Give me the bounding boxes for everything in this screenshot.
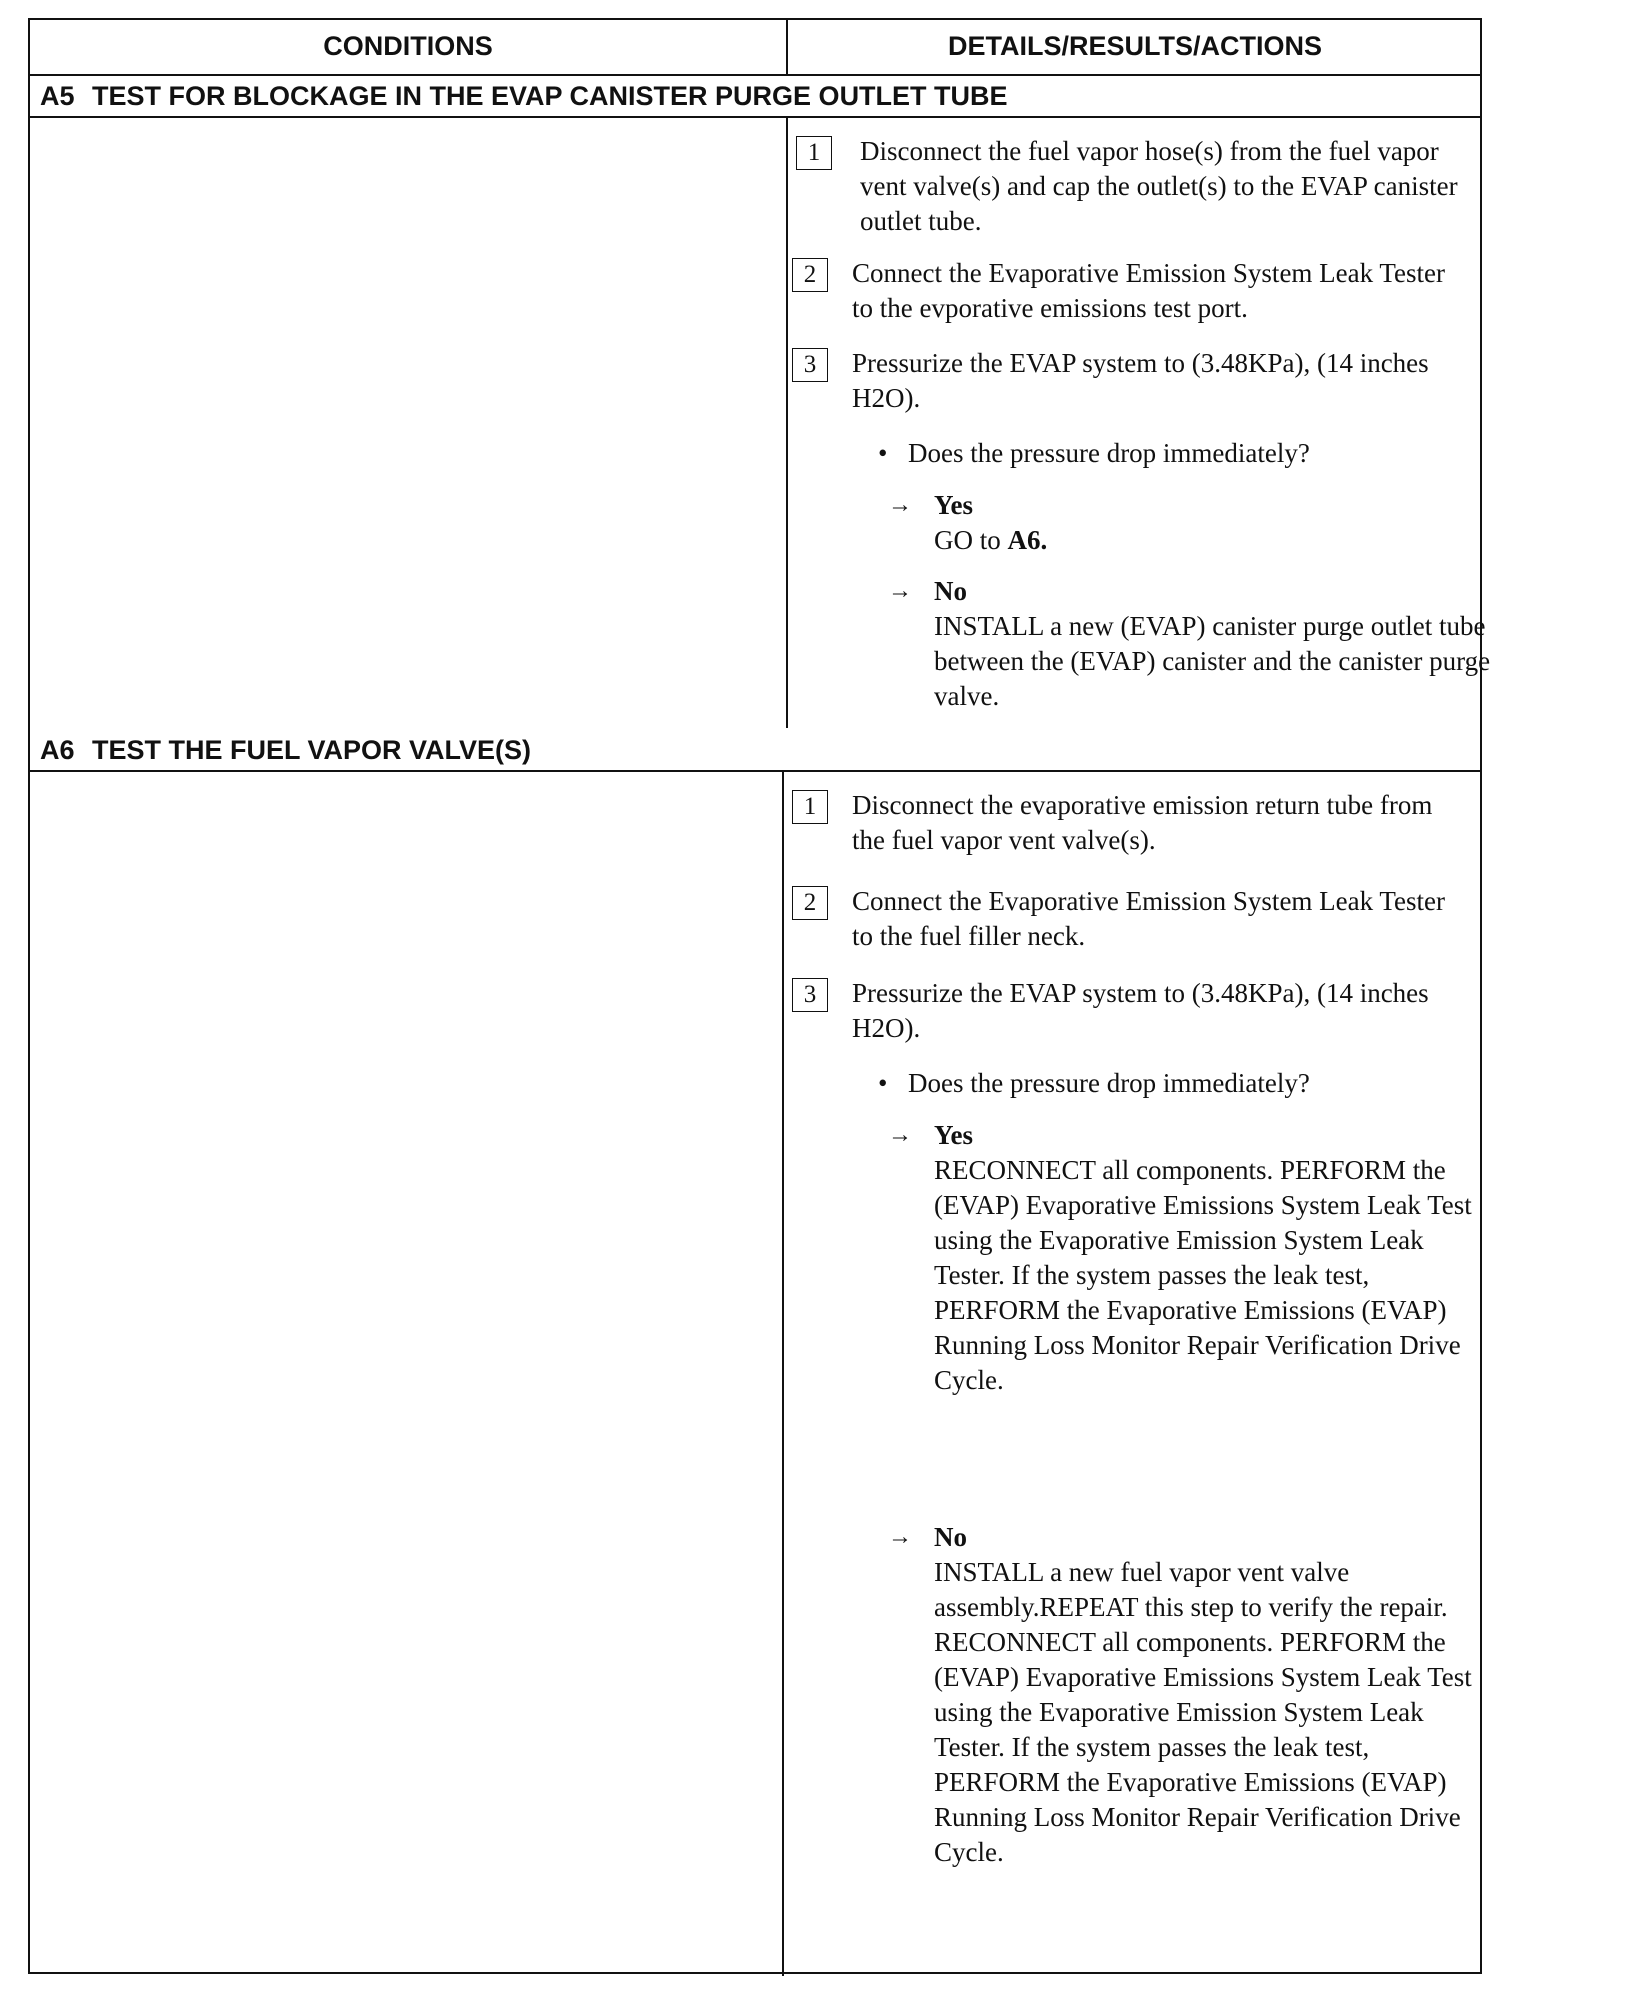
section-a5-title-bar <box>30 74 1480 118</box>
step-text: Pressurize the EVAP system to (3.48KPa), (14 inches H2O). <box>852 348 1429 413</box>
result-text: INSTALL a new fuel vapor vent valve assembly.REPEAT this step to verify the repair. RECONNECT all components. PERFORM the (EVAP) Evaporative Emissions System Leak Test using the Evaporative Emission System Leak Tester. If the system passes the leak test, PERFORM the Evaporative Emissions (EVAP) Running Loss Monitor Repair Verification Drive Cycle. <box>934 1557 1472 1867</box>
step-text: Connect the Evaporative Emission System Leak Tester to the evporative emissions test port. <box>852 258 1445 323</box>
result-text <box>934 523 1494 558</box>
conditions-header: CONDITIONS <box>323 31 493 61</box>
step-text: Disconnect the evaporative emission return tube from the fuel vapor vent valve(s). <box>852 790 1433 855</box>
step-number-box: 2 <box>792 886 828 920</box>
result-text: RECONNECT all components. PERFORM the (EVAP) Evaporative Emissions System Leak Test using the Evaporative Emission System Leak Tester. If the system passes the leak test, PERFORM the Evaporative Emissions (EVAP) Running Loss Monitor Repair Verification Drive Cycle. <box>934 1155 1472 1395</box>
section-a6-title: TEST THE FUEL VAPOR VALVE(S) <box>92 735 532 765</box>
diagnostic-table <box>28 18 1491 1974</box>
step-number-box: 3 <box>792 978 828 1012</box>
result-text: INSTALL a new (EVAP) canister purge outlet tube between the (EVAP) canister and the canister purge valve. <box>934 611 1491 711</box>
section-a5-id: A5 <box>40 81 75 111</box>
section-a5-title: TEST FOR BLOCKAGE IN THE EVAP CANISTER PURGE OUTLET TUBE <box>92 81 1008 111</box>
arrow-right-icon: → <box>888 578 912 604</box>
result-label: No <box>934 1522 967 1552</box>
result-label: Yes <box>934 490 973 520</box>
result-label: No <box>934 576 967 606</box>
bullet-icon: • <box>878 438 888 468</box>
step-number-box: 2 <box>792 258 828 292</box>
details-header: DETAILS/RESULTS/ACTIONS <box>786 20 1482 74</box>
step-number-box: 1 <box>792 790 828 824</box>
step-text: Pressurize the EVAP system to (3.48KPa), (14 inches H2O). <box>852 978 1429 1043</box>
step-text: Disconnect the fuel vapor hose(s) from the fuel vapor vent valve(s) and cap the outlet(s) to the EVAP canister outlet tube. <box>860 136 1458 236</box>
section-a6-id: A6 <box>40 735 75 765</box>
arrow-right-icon: → <box>888 1122 912 1148</box>
step-number-box: 3 <box>792 348 828 382</box>
question-text: Does the pressure drop immediately? <box>908 438 1310 468</box>
column-divider-a5 <box>786 118 788 728</box>
result-label: Yes <box>934 1120 973 1150</box>
arrow-right-icon: → <box>888 1524 912 1550</box>
table-header <box>30 20 1480 76</box>
arrow-right-icon: → <box>888 492 912 518</box>
section-a6-title-bar <box>30 728 1480 772</box>
result-prefix: GO to <box>934 525 1008 555</box>
step-number-box: 1 <box>796 136 832 170</box>
result-reference: A6. <box>1007 525 1048 555</box>
bullet-icon: • <box>878 1068 888 1098</box>
step-text: Connect the Evaporative Emission System Leak Tester to the fuel filler neck. <box>852 886 1445 951</box>
question-text: Does the pressure drop immediately? <box>908 1068 1310 1098</box>
column-divider-a6 <box>782 772 784 1976</box>
